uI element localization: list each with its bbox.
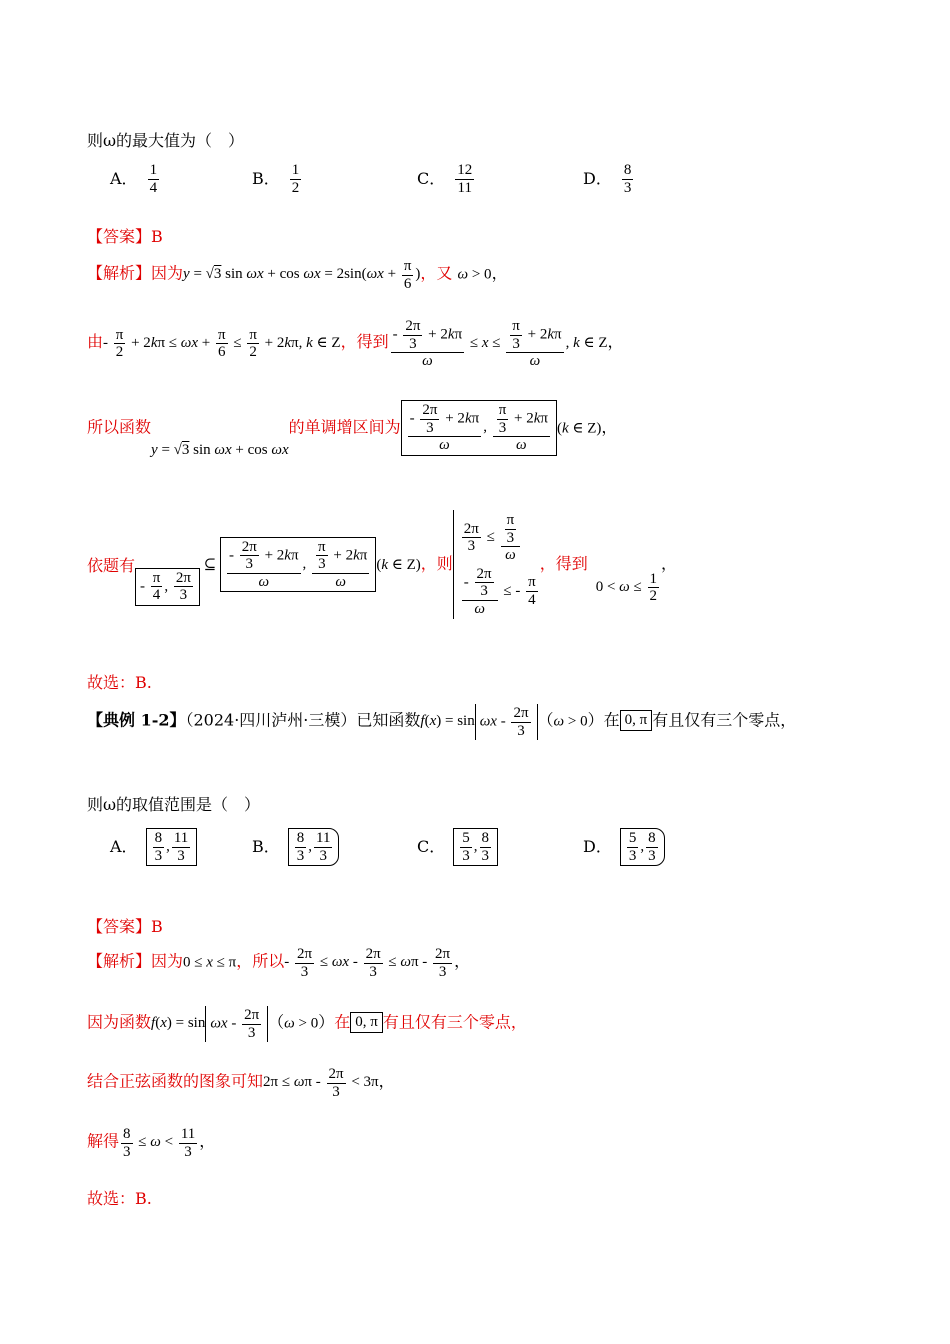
option-label: A． — [110, 168, 138, 188]
option-label: D． — [583, 168, 612, 188]
q1-option-a[interactable] — [110, 162, 161, 196]
q2-analysis-line3: 结合正弦函数的图象可知2π ≤ ωπ - $\frac{2\pi}{3}$ < 3π， — [87, 1066, 395, 1100]
q2-option-b[interactable]: B． $\frac{8}{3}$ , $\frac{11}{3}$ — [252, 828, 339, 866]
q1-answer: 【答案】B — [87, 227, 163, 246]
option-fraction: $\frac{1}{2}$ — [291, 162, 300, 196]
option-label: D． — [583, 836, 612, 856]
q1-conclusion: 故选：B. — [87, 673, 152, 692]
q1-option-d[interactable] — [583, 162, 635, 196]
q2-option-a[interactable]: A． $\frac{8}{3}$ , $\frac{11}{3}$ — [110, 828, 197, 866]
q1-stem: 则ω的最大值为（ ） — [87, 131, 245, 150]
q2-analysis-line1: 【解析】因为0 ≤ x ≤ π，所以- $\frac{2\pi}{3}$ ≤ ωx - $\frac{2\pi}{3}$ ≤ ωπ - $\frac{2\pi}{3}$ ， — [87, 946, 471, 980]
option-label: B． — [252, 168, 280, 188]
option-label: C． — [417, 168, 446, 188]
q2-conclusion: 故选：B. — [87, 1189, 152, 1208]
q1-option-c[interactable] — [417, 162, 476, 196]
q2-option-c[interactable]: C． $\frac{5}{3}$ , $\frac{8}{3}$ — [417, 828, 498, 866]
q1-analysis-line4: 依题有- $\frac{\pi}{4}$ , $\frac{2\pi}{3}$ ⊆ - $\frac{2\pi}{3}$ + 2kπ ω , $\frac{\pi}{3}$ + 2kπ ω (k ∈ Z)，则 $\frac{2\pi}{3}$ ≤ $\frac{\frac{\pi}{3}}{\omega}$ - $\frac{2\pi}{3}$ ω ≤ - $\frac{\pi}{4}$ ，得到0 < ω ≤ $\frac{1}{2}$ ， — [87, 510, 677, 619]
q1-analysis-line3: 所以函数y = √3 sin ωx + cos ωx的单调增区间为 - $\frac{2\pi}{3}$ + 2kπ ω , $\frac{\pi}{3}$ + 2kπ ω (k ∈ Z)， — [87, 402, 618, 459]
option-label: B． — [252, 836, 280, 856]
q1-analysis-line1: 【解析】因为y = √3 sin ωx + cos ωx = 2sin(ωx + $\frac{\pi}{6}$ )，又 ω > 0， — [87, 258, 508, 292]
q2-answer: 【答案】B — [87, 917, 163, 936]
q1-analysis-line2: 由- $\frac{\pi}{2}$ + 2kπ ≤ ωx + $\frac{\pi}{6}$ ≤ $\frac{\pi}{2}$ + 2kπ, k ∈ Z，得到 - $\frac{2\pi}{3}$ + 2kπ ω ≤ x ≤ $\frac{\pi}{3}$ + 2kπ ω , k ∈ Z， — [87, 318, 624, 369]
q1-option-b[interactable] — [252, 162, 303, 196]
q2-option-d[interactable]: D． $\frac{5}{3}$ , $\frac{8}{3}$ — [583, 828, 665, 866]
option-label: A． — [110, 836, 138, 856]
option-fraction: $\frac{12}{11}$ — [457, 162, 473, 196]
option-fraction: $\frac{8}{3}$ — [623, 162, 632, 196]
option-fraction: $\frac{1}{4}$ — [149, 162, 158, 196]
q2-analysis-line2: 因为函数f(x) = sin ωx - $\frac{2\pi}{3}$ （ω > 0）在 0, π 有且仅有三个零点， — [87, 1007, 527, 1041]
q2-stem: 【典例 1-2】（2024·四川泸州·三模）已知函数f(x) = sin ωx - $\frac{2\pi}{3}$ （ω > 0）在 0, π 有且仅有三个零点， — [87, 705, 797, 739]
q2-analysis-line4: 解得 $\frac{8}{3}$ ≤ ω < $\frac{11}{3}$ ， — [87, 1126, 216, 1160]
q2-stem-line2: 则ω的取值范围是（ ） — [87, 795, 261, 814]
option-label: C． — [417, 836, 446, 856]
